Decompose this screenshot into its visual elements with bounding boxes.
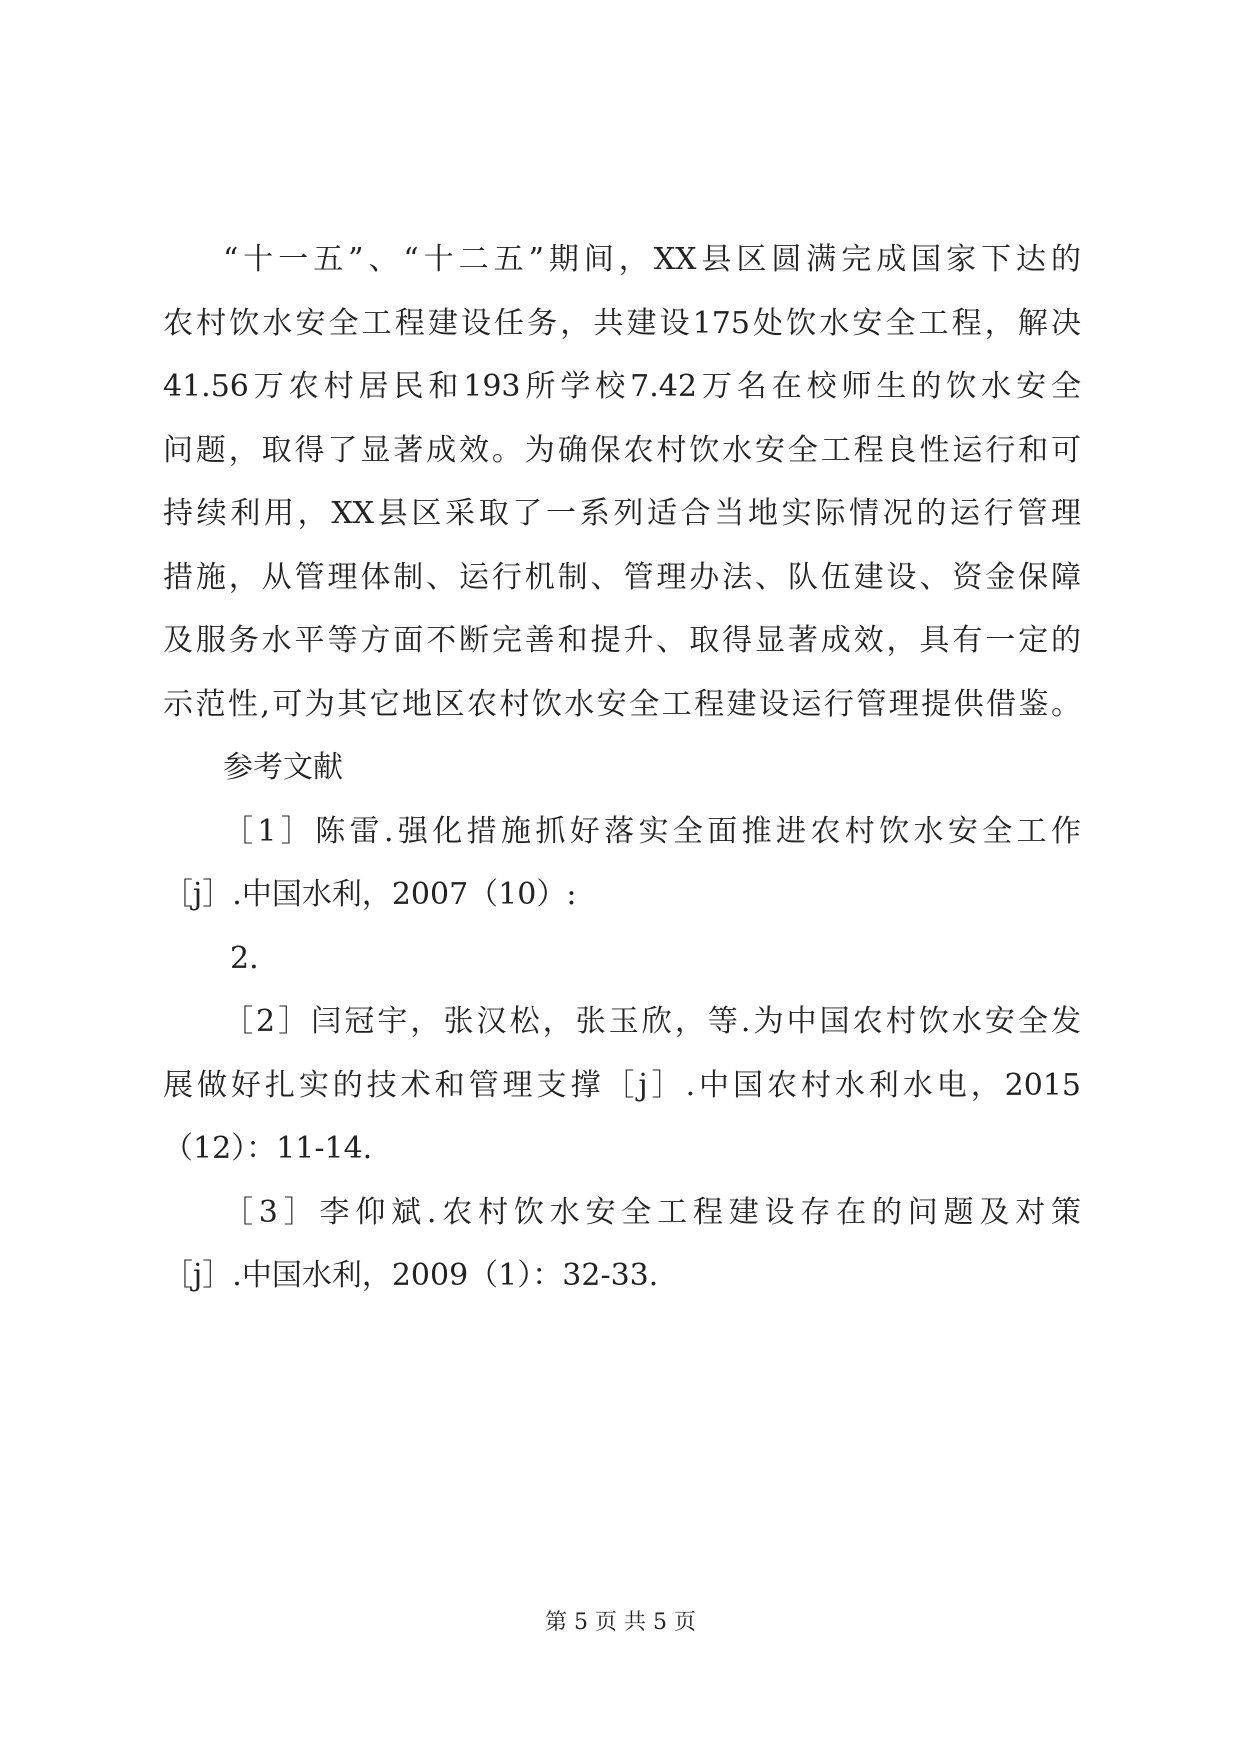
references-heading: 参考文献 bbox=[223, 750, 343, 785]
paragraph-line-5: 持续利用，XX县区采取了一系列适合当地实际情况的运行管理 bbox=[163, 496, 1081, 531]
reference-1-line-3: 2. bbox=[230, 940, 259, 976]
paragraph-line-4: 问题，取得了显著成效。为确保农村饮水安全工程良性运行和可 bbox=[163, 432, 1081, 468]
paragraph-line-7: 及服务水平等方面不断完善和提升、取得显著成效，具有一定的 bbox=[163, 623, 1081, 658]
paragraph-line-2: 农村饮水安全工程建设任务，共建设175处饮水安全工程，解决 bbox=[163, 305, 1081, 341]
reference-2-line-3: （12）：11-14. bbox=[163, 1131, 373, 1166]
reference-3-line-1: ［3］李仰斌.农村饮水安全工程建设存在的问题及对策 bbox=[223, 1194, 1081, 1230]
paragraph-line-8: 示范性,可为其它地区农村饮水安全工程建设运行管理提供借鉴。 bbox=[163, 686, 1081, 722]
reference-1-line-2: ［j］.中国水利，2007（10）: bbox=[163, 877, 577, 912]
paragraph-line-6: 措施，从管理体制、运行机制、管理办法、队伍建设、资金保障 bbox=[163, 559, 1081, 595]
reference-2-line-2: 展做好扎实的技术和管理支撑［j］.中国农村水利水电，2015 bbox=[163, 1067, 1081, 1103]
page-number-label: 第 5 页 共 5 页 bbox=[545, 1610, 696, 1635]
body-text bbox=[163, 228, 1081, 1308]
page-footer bbox=[0, 1605, 1241, 1636]
reference-3-line-2: ［j］.中国水利，2009（1）：32-33. bbox=[163, 1258, 659, 1293]
reference-2-line-1: ［2］闫冠宇，张汉松，张玉欣，等.为中国农村饮水安全发 bbox=[223, 1004, 1081, 1039]
reference-1-line-1: ［1］陈雷.强化措施抓好落实全面推进农村饮水安全工作 bbox=[223, 813, 1081, 849]
paragraph-line-3: 41.56万农村居民和193所学校7.42万名在校师生的饮水安全 bbox=[163, 369, 1081, 404]
paragraph-line-1: “十一五”、“十二五”期间，XX县区圆满完成国家下达的 bbox=[223, 242, 1081, 277]
